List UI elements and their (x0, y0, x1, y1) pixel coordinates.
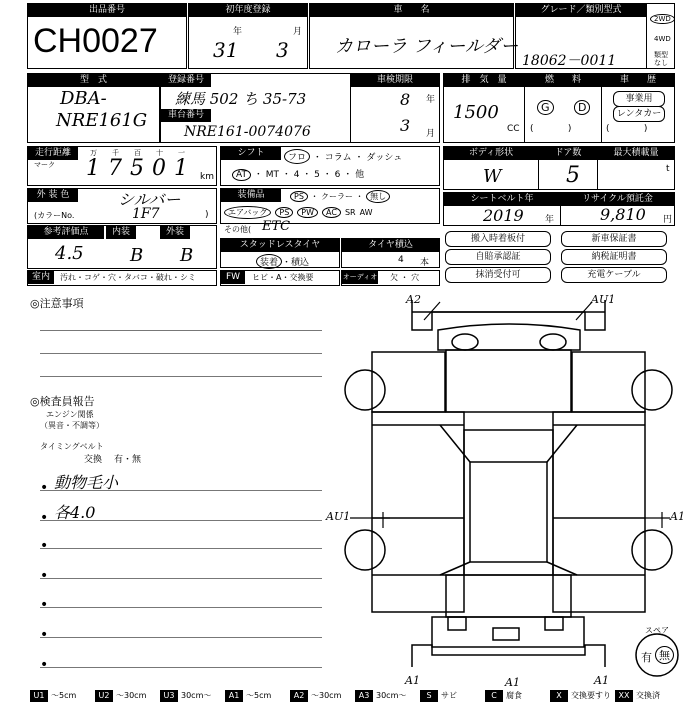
studless-label: スタッドレスタイヤ (221, 239, 339, 252)
inspector-title: ◎検査員報告 (30, 395, 95, 408)
doc-item: 自賠承認証 (445, 249, 551, 265)
audio-label: オーディオ (342, 271, 378, 284)
bullet: • (40, 538, 49, 554)
reg-no-label: 登録番号 (161, 74, 211, 87)
car-name-label: 車 名 (310, 4, 513, 17)
mileage-head: 十 (156, 149, 163, 157)
spare-opt-yes: 有 (641, 651, 652, 664)
shift-opt: AT (232, 169, 251, 181)
shift-opt: MT (265, 170, 279, 180)
mileage-head: 千 (112, 149, 119, 157)
mileage-digit: 5 (130, 156, 144, 181)
shift-opt: 5 (314, 170, 320, 180)
lot-number-label: 出品番号 (28, 4, 186, 17)
color-no-label: (カラーNo. (34, 211, 75, 220)
interior-value: B (130, 245, 144, 266)
bullet: • (40, 480, 49, 496)
fuel-g: G (537, 100, 554, 115)
seatbelt-label: シートベルト年 (444, 193, 560, 206)
legend-value: 腐食 (506, 691, 522, 700)
recycle-value: 9,810 (600, 205, 646, 224)
chassis-value: NRE161-0074076 (184, 124, 311, 140)
history-business: 事業用 (613, 91, 665, 107)
cc-unit: CC (507, 124, 520, 134)
first-reg-month: 3 (276, 38, 289, 62)
fw-notes: ヒビ・A・交換要 (252, 273, 314, 282)
mileage-head: 一 (178, 149, 185, 157)
equip-opt: SR (344, 208, 356, 217)
timing-opts: 有・無 (114, 455, 142, 465)
mileage-digit: 0 (152, 156, 166, 181)
timing-exchange: 交換 (84, 455, 103, 465)
first-reg-year: 31 (213, 38, 239, 62)
lot-number: CH0027 (33, 22, 158, 60)
shift-opt: 4 (293, 170, 300, 180)
history-label: 車 歴 (602, 74, 674, 87)
exterior-value: B (180, 245, 194, 266)
model-value-2: NRE161G (56, 110, 148, 131)
equip-other-value: ETC (262, 219, 291, 234)
legend-key: X (550, 690, 568, 702)
mileage-digit: 1 (86, 156, 100, 181)
model-label: 型 式 (28, 74, 159, 87)
drive-2wd: 2WD (650, 14, 675, 24)
shift-opt: ダッシュ (366, 153, 403, 163)
shift-row-1: フロ ・ コラム ・ ダッシュ (284, 149, 402, 164)
inspection-month-unit: 月 (426, 129, 436, 139)
doc-item: 抹消受付可 (445, 267, 551, 283)
bullet: • (40, 568, 49, 584)
mileage-digit: 7 (108, 156, 122, 181)
equip-opt: AC (322, 207, 341, 218)
color-value: シルバー (118, 190, 181, 209)
tire-value: 4 (398, 255, 404, 265)
load-label: 最大積載量 (598, 147, 674, 160)
grade-value: 18062－0011 (522, 53, 617, 69)
equip-opt: AW (359, 208, 373, 217)
mileage-digit: 1 (174, 156, 188, 181)
model-value-1: DBA- (60, 88, 107, 109)
legend-key: XX (615, 690, 633, 702)
equip-opt: PW (297, 207, 318, 218)
engine-sub: （異音・不調等） (40, 421, 104, 430)
equip-row-1: PS ・ クーラー ・ 無し (290, 190, 390, 203)
recycle-label: リサイクル預託金 (561, 193, 674, 206)
inspection-month: 3 (400, 116, 411, 135)
mark-a1-rear-left: A1 (405, 674, 420, 687)
tire-unit: 本 (420, 258, 430, 268)
first-reg-label: 初年度登録 (189, 4, 307, 17)
spare-opt-no: 無 (655, 646, 674, 664)
interior-label: 内装 (106, 226, 136, 239)
chassis-label: 車台番号 (161, 109, 211, 122)
first-reg-year-unit: 年 (233, 27, 243, 37)
score-value: 4.5 (55, 243, 84, 264)
legend-key: A2 (290, 690, 308, 702)
legend-key: U1 (30, 690, 48, 702)
legend-key: A1 (225, 690, 243, 702)
shift-label: シフト (221, 147, 281, 160)
history-rental: レンタカー (613, 106, 665, 122)
equip-opt: PS (290, 191, 308, 202)
legend-key: U2 (95, 690, 113, 702)
fuel-d: D (574, 100, 590, 115)
legend-value: サビ (441, 691, 457, 700)
legend-value: 交換済 (636, 691, 660, 700)
mark-a1-rear-right: A1 (594, 674, 609, 687)
legend-value: 30cm～ (181, 691, 212, 700)
shift-row-2: AT ・ MT ・ 4 ・ 5 ・ 6 ・ 他 (232, 167, 364, 181)
color-no-close: ) (205, 210, 209, 220)
doc-item: 納税証明書 (561, 249, 667, 265)
grade-label: グレード／類別型式 (516, 4, 646, 17)
doc-item: 新車保証書 (561, 231, 667, 247)
engine-label: エンジン関係 (46, 410, 94, 419)
spare-label: スペア (645, 626, 669, 635)
mileage-label: 走行距離 (28, 147, 78, 160)
legend-key: A3 (355, 690, 373, 702)
color-label: 外 装 色 (28, 189, 78, 202)
doors-label: ドア数 (539, 147, 597, 160)
equip-label: 装備品 (221, 189, 281, 202)
mileage-head: 万 (90, 149, 97, 157)
displacement-value: 1500 (453, 102, 499, 123)
equip-opt: 無し (366, 190, 390, 203)
handwritten-note: 動物毛小 (54, 473, 119, 492)
bullet: • (40, 597, 49, 613)
inspection-label: 車検期限 (351, 74, 439, 87)
inspection-year: 8 (400, 90, 411, 109)
score-label: 参考評価点 (28, 226, 104, 239)
shift-opt: コラム (324, 153, 352, 163)
interior-notes-label: 室内 (28, 271, 54, 284)
timing-label: タイミングベルト (40, 442, 104, 451)
color-no-value: 1F7 (132, 206, 160, 222)
displacement-label: 排 気 量 (444, 74, 524, 87)
reg-no-value: 練馬 502 ち 35-73 (175, 90, 307, 108)
legend-value: ～30cm (311, 691, 342, 700)
doc-item: 充電ケーブル (561, 267, 667, 283)
inspection-year-unit: 年 (426, 95, 436, 105)
legend-value: ～5cm (246, 691, 272, 700)
load-unit: t (666, 164, 670, 174)
mark-a2: A2 (406, 293, 421, 306)
handwritten-note: 各4.0 (54, 503, 96, 522)
bullet: • (40, 627, 49, 643)
history-paren: ( ) (606, 124, 648, 134)
mileage-head: 百 (134, 149, 141, 157)
tire-label: タイヤ積込 (342, 239, 439, 252)
recycle-unit: 円 (663, 215, 673, 225)
drive-4wd: 4WD (654, 35, 671, 43)
studless-opts: 装着 ・積込 (256, 254, 309, 269)
legend-bar (30, 690, 700, 702)
body-value: W (483, 166, 502, 187)
audio-notes: 欠 ・ 穴 (390, 273, 420, 282)
legend-key: S (420, 690, 438, 702)
legend-value: 30cm～ (376, 691, 407, 700)
seatbelt-unit: 年 (545, 215, 555, 225)
bullet: • (40, 657, 49, 673)
mark-au1-left: AU1 (326, 510, 351, 523)
seatbelt-value: 2019 (483, 206, 524, 225)
legend-value: ～5cm (51, 691, 77, 700)
car-name: カローラ フィールダー (335, 36, 519, 57)
doc-item: 搬入時着板付 (445, 231, 551, 247)
exterior-label: 外装 (160, 226, 190, 239)
legend-key: U3 (160, 690, 178, 702)
mark-a1-rear-mid: A1 (505, 676, 520, 689)
equip-opt: PS (275, 207, 293, 218)
equip-opt: クーラー (321, 192, 353, 201)
mark-au1-top: AU1 (591, 293, 616, 306)
interior-notes: 汚れ・コゲ・穴・タバコ・破れ・シミ (60, 273, 196, 282)
mileage-sub: マーク (34, 161, 55, 169)
drive-none: 類型 なし (654, 51, 668, 67)
bullet: • (40, 510, 49, 526)
equip-opt: エアバッグ (224, 206, 271, 219)
fw-label: FW (221, 271, 245, 284)
body-label: ボディ形状 (444, 147, 538, 160)
legend-value: ～30cm (116, 691, 147, 700)
doors-value: 5 (566, 163, 580, 188)
fuel-label: 燃 料 (525, 74, 601, 87)
mark-a1-right: A1 (670, 510, 685, 523)
fuel-paren-left: ( ) (530, 124, 572, 134)
equip-other-label: その他( (224, 225, 252, 234)
shift-opt: フロ (284, 149, 310, 164)
shift-opt: 6 (334, 170, 341, 180)
shift-opt: 他 (355, 170, 365, 180)
legend-value: 交換要すり (571, 691, 611, 700)
legend-key: C (485, 690, 503, 702)
first-reg-month-unit: 月 (293, 27, 303, 37)
caution-title: ◎注意事項 (30, 297, 84, 310)
km-unit: km (200, 172, 214, 182)
